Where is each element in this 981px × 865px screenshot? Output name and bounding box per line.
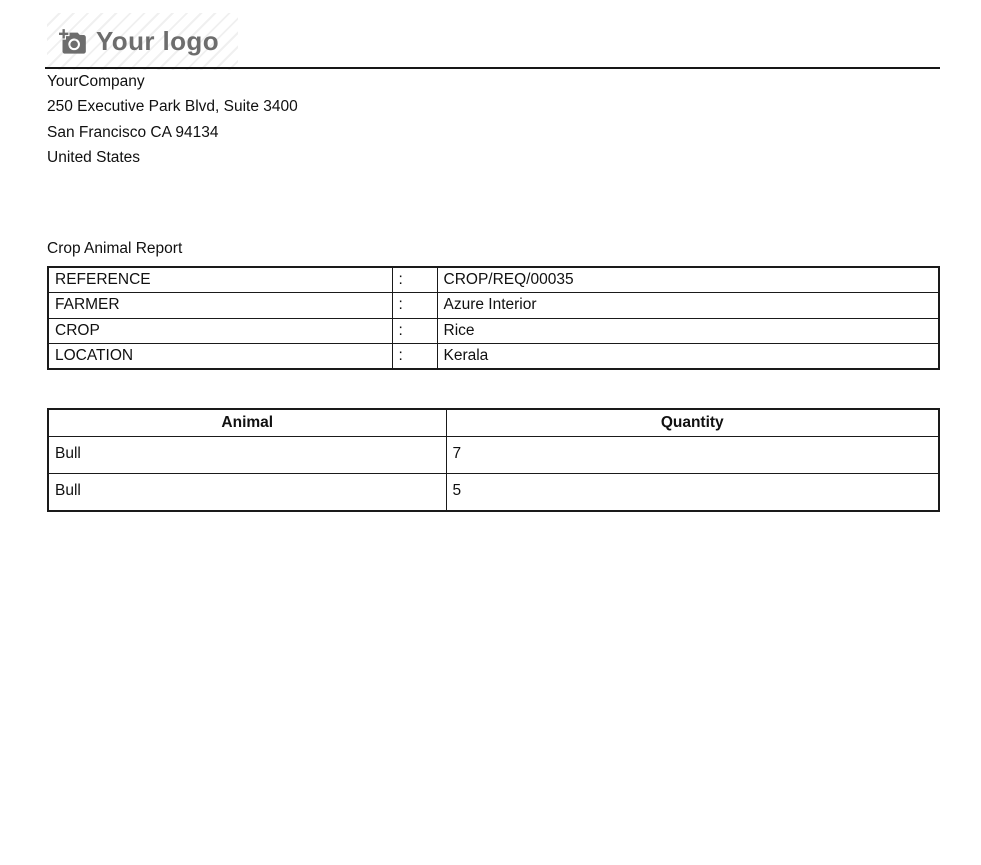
quantity-cell: 5: [446, 473, 939, 511]
info-value-cell: CROP/REQ/00035: [437, 267, 939, 293]
quantity-column-header: Quantity: [446, 409, 939, 436]
info-label-cell: FARMER: [48, 293, 392, 319]
animal-table-header-row: [48, 409, 939, 436]
quantity-cell: 7: [446, 436, 939, 473]
report-title: Crop Animal Report: [47, 240, 183, 257]
info-value-cell: Kerala: [437, 344, 939, 370]
animal-table-row: [48, 436, 939, 473]
info-label-cell: CROP: [48, 318, 392, 344]
info-row-crop: [48, 318, 939, 344]
add-a-photo-camera-icon: [59, 28, 87, 56]
animal-cell: Bull: [48, 473, 446, 511]
info-separator-cell: :: [392, 318, 437, 344]
info-separator-cell: :: [392, 293, 437, 319]
company-address-block: [47, 69, 298, 171]
logo-text: Your logo: [96, 26, 219, 56]
animal-table-row: [48, 473, 939, 511]
info-value-cell: Azure Interior: [437, 293, 939, 319]
company-country: United States: [47, 149, 141, 167]
animal-column-header: Animal: [48, 409, 446, 436]
info-label-cell: LOCATION: [48, 344, 392, 370]
animal-cell: Bull: [48, 436, 446, 473]
info-value-cell: Rice: [437, 318, 939, 344]
info-separator-cell: :: [392, 344, 437, 370]
company-name: YourCompany: [47, 73, 145, 90]
report-info-table: [47, 266, 940, 370]
info-separator-cell: :: [392, 267, 437, 293]
logo-placeholder: [47, 13, 238, 70]
info-row-reference: [48, 267, 939, 293]
company-street: 250 Executive Park Blvd, Suite 3400: [47, 98, 298, 116]
info-row-location: [48, 344, 939, 370]
company-city: San Francisco CA 94134: [47, 123, 219, 141]
info-label-cell: REFERENCE: [48, 267, 392, 293]
info-row-farmer: [48, 293, 939, 319]
animal-quantity-table: [47, 408, 940, 512]
